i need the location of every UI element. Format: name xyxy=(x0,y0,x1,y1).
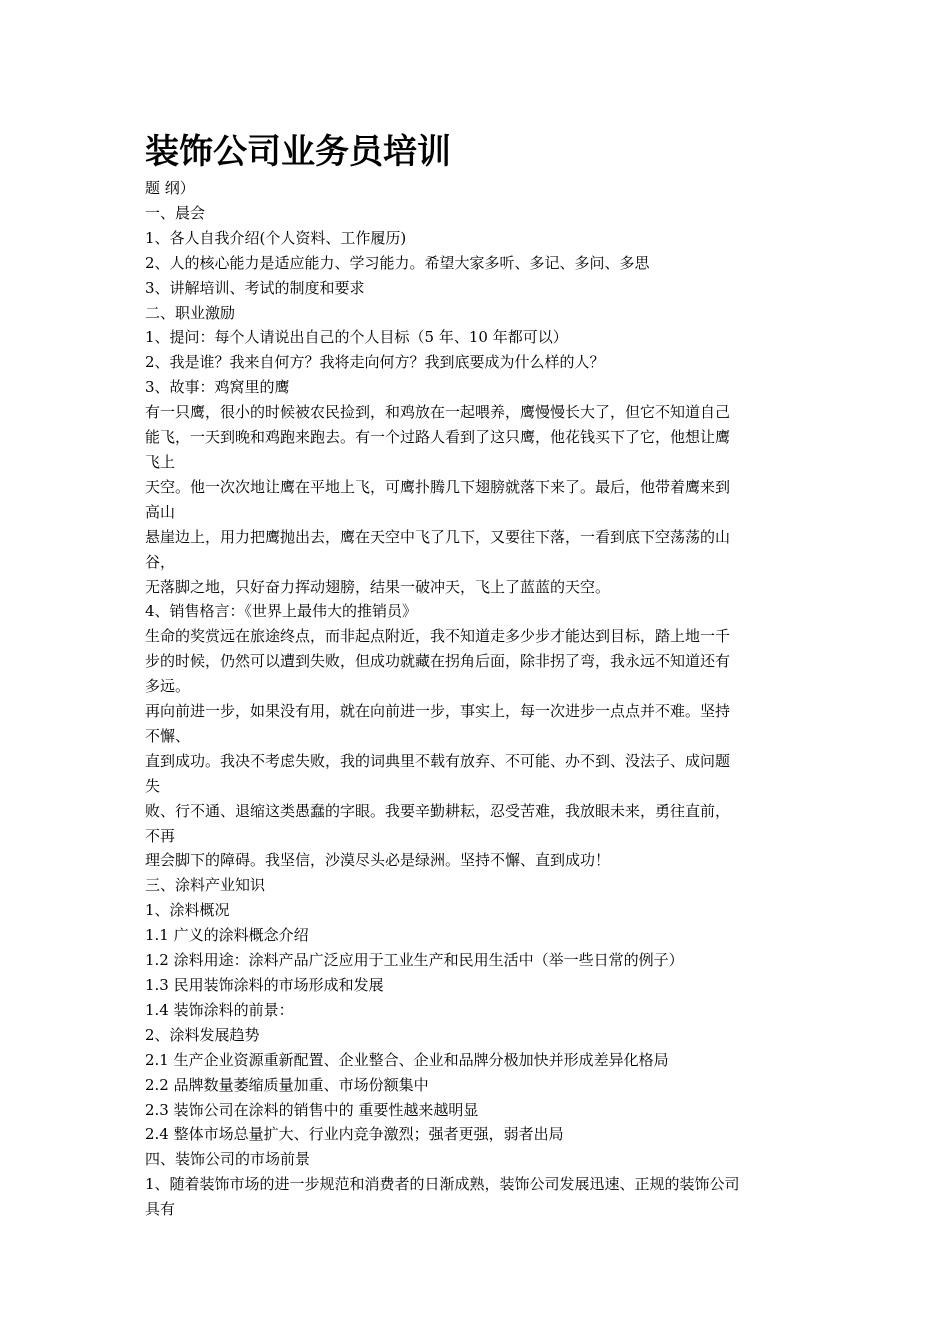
text-line: 2、人的核心能力是适应能力、学习能力。希望大家多听、多记、多问、多思 xyxy=(145,253,650,272)
text-line: 飞上 xyxy=(145,452,176,471)
text-line: 天空。他一次次地让鹰在平地上飞，可鹰扑腾几下翅膀就落下来了。最后，他带着鹰来到 xyxy=(145,477,731,496)
text-line: 4、销售格言：《世界上最伟大的推销员》 xyxy=(145,602,418,621)
text-line: 二、职业激励 xyxy=(145,303,236,322)
text-line: 不懈、 xyxy=(145,726,191,745)
text-line: 直到成功。我决不考虑失败，我的词典里不载有放弃、不可能、办不到、没法子、成问题 xyxy=(145,751,731,770)
document-body xyxy=(145,176,810,1222)
text-line: 生命的奖赏远在旅途终点，而非起点附近，我不知道走多少步才能达到目标，踏上地一千 xyxy=(145,627,731,646)
text-line: 高山 xyxy=(145,502,176,521)
text-line: 三、涂料产业知识 xyxy=(145,876,266,895)
text-line: 无落脚之地，只好奋力挥动翅膀，结果一破冲天，飞上了蓝蓝的天空。 xyxy=(145,577,611,596)
text-line: 多远。 xyxy=(145,677,191,696)
text-line: 1、随着装饰市场的进一步规范和消费者的日渐成熟，装饰公司发展迅速、正规的装饰公司 xyxy=(145,1175,740,1194)
text-line: 理会脚下的障碍。我坚信，沙漠尽头必是绿洲。坚持不懈、直到成功！ xyxy=(145,851,611,870)
text-line: 2.2 品牌数量萎缩质量加重、市场份额集中 xyxy=(145,1075,429,1094)
text-line: 1、各人自我介绍(个人资料、工作履历) xyxy=(145,228,407,247)
text-line: 具有 xyxy=(145,1200,176,1219)
text-line: 四、装饰公司的市场前景 xyxy=(145,1150,311,1169)
text-line: 有一只鹰，很小的时候被农民捡到，和鸡放在一起喂养，鹰慢慢长大了，但它不知道自己 xyxy=(145,403,731,422)
text-line: 1.4 装饰涂料的前景： xyxy=(145,1000,294,1019)
text-line: 再向前进一步，如果没有用，就在向前进一步，事实上，每一次进步一点点并不难。坚持 xyxy=(145,702,731,721)
text-line: 题 纲） xyxy=(145,179,195,197)
text-line: 悬崖边上，用力把鹰抛出去，鹰在天空中飞了几下，又要往下落，一看到底下空荡荡的山 xyxy=(145,527,731,546)
text-line: 3、故事：鸡窝里的鹰 xyxy=(145,378,290,397)
text-line: 2.1 生产企业资源重新配置、企业整合、企业和品牌分极加快并形成差异化格局 xyxy=(145,1050,669,1069)
text-line: 1.1 广义的涂料概念介绍 xyxy=(145,926,309,945)
text-line: 2.4 整体市场总量扩大、行业内竞争激烈；强者更强，弱者出局 xyxy=(145,1125,564,1144)
text-line: 能飞，一天到晚和鸡跑来跑去。有一个过路人看到了这只鹰，他花钱买下了它，他想让鹰 xyxy=(145,428,731,447)
text-line: 步的时候，仍然可以遭到失败，但成功就藏在拐角后面，除非拐了弯，我永远不知道还有 xyxy=(145,652,731,671)
text-line: 谷， xyxy=(145,552,176,571)
text-line: 失 xyxy=(145,776,161,795)
text-line: 一、晨会 xyxy=(145,203,206,222)
text-line: 1.2 涂料用途：涂料产品广泛应用于工业生产和民用生活中（举一些日常的例子） xyxy=(145,951,684,970)
text-line: 2、涂料发展趋势 xyxy=(145,1025,260,1044)
text-line: 败、行不通、退缩这类愚蠢的字眼。我要辛勤耕耘，忍受苦难，我放眼未来，勇往直前， xyxy=(145,801,731,820)
text-line: 1.3 民用装饰涂料的市场形成和发展 xyxy=(145,976,384,994)
text-line: 2.3 装饰公司在涂料的销售中的 重要性越来越明显 xyxy=(145,1100,479,1119)
text-line: 不再 xyxy=(145,826,176,845)
text-line: 3、讲解培训、考试的制度和要求 xyxy=(145,278,365,297)
text-line: 1、涂料概况 xyxy=(145,901,230,920)
document-title: 装饰公司业务员培训 xyxy=(145,132,451,172)
text-line: 1、提问：每个人请说出自己的个人目标（5 年、10 年都可以） xyxy=(145,328,568,347)
document-page xyxy=(145,128,810,1222)
text-line: 2、我是谁？我来自何方？我将走向何方？我到底要成为什么样的人？ xyxy=(145,353,605,372)
